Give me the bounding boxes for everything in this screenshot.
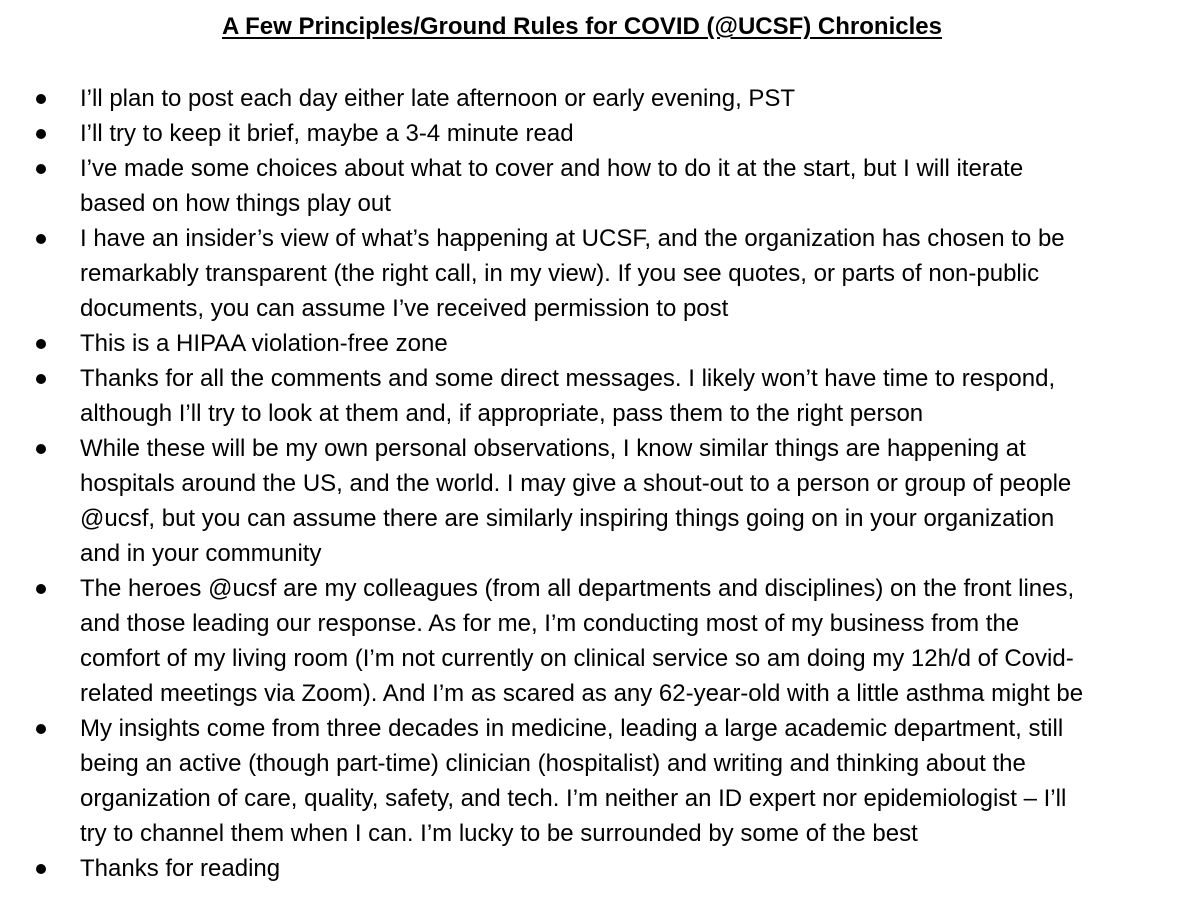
bullet-icon <box>36 584 46 594</box>
principles-list <box>80 81 1180 886</box>
list-item <box>80 711 1180 851</box>
list-item <box>80 326 1180 361</box>
list-item <box>80 116 1180 151</box>
list-item-text: I’ll try to keep it brief, maybe a 3-4 minute read <box>80 120 574 147</box>
bullet-icon <box>36 864 46 874</box>
list-item-text: My insights come from three decades in medicine, leading a large academic department, still being an active (though part-time) clinician (hospitalist) and writing and thinking about the organization of care, quality, safety, and tech. I’m neither an ID expert nor epidemiologist – I’ll try to channel them when I can. I’m lucky to be surrounded by some of the best <box>80 715 1067 847</box>
list-item-text: Thanks for reading <box>80 855 281 882</box>
list-item <box>80 571 1180 711</box>
list-item <box>80 81 1180 116</box>
list-item <box>80 431 1180 571</box>
bullet-icon <box>36 444 46 454</box>
list-item-text: I’ll plan to post each day either late afternoon or early evening, PST <box>80 85 796 112</box>
list-item-text: I’ve made some choices about what to cover and how to do it at the start, but I will iterate based on how things play out <box>80 155 1024 217</box>
document-title: A Few Principles/Ground Rules for COVID (@UCSF) Chronicles <box>222 13 942 40</box>
list-item-text: This is a HIPAA violation-free zone <box>80 330 448 357</box>
bullet-icon <box>36 129 46 139</box>
list-item <box>80 151 1180 221</box>
bullet-icon <box>36 234 46 244</box>
list-item-text: While these will be my own personal observations, I know similar things are happening at hospitals around the US, and the world. I may give a shout-out to a person or group of people @ucsf, but you can assume there are similarly inspiring things going on in your organization and in your community <box>80 435 1072 567</box>
bullet-icon <box>36 94 46 104</box>
list-item <box>80 851 1180 886</box>
bullet-icon <box>36 374 46 384</box>
list-item <box>80 361 1180 431</box>
list-item-text: Thanks for all the comments and some direct messages. I likely won’t have time to respond, although I’ll try to look at them and, if appropriate, pass them to the right person <box>80 365 1056 427</box>
bullet-icon <box>36 339 46 349</box>
list-item-text: I have an insider’s view of what’s happening at UCSF, and the organization has chosen to be remarkably transparent (the right call, in my view). If you see quotes, or parts of non-public documents, you can assume I’ve received permission to post <box>80 225 1065 322</box>
bullet-icon <box>36 164 46 174</box>
list-item-text: The heroes @ucsf are my colleagues (from all departments and disciplines) on the front lines, and those leading our response. As for me, I’m conducting most of my business from the comfort of my living room (I’m not currently on clinical service so am doing my 12h/d of Covid- related meetings via Zoom). And I’m as scared as any 62-year-old with a little asthma might be <box>80 575 1084 707</box>
list-item <box>80 221 1180 326</box>
bullet-icon <box>36 724 46 734</box>
